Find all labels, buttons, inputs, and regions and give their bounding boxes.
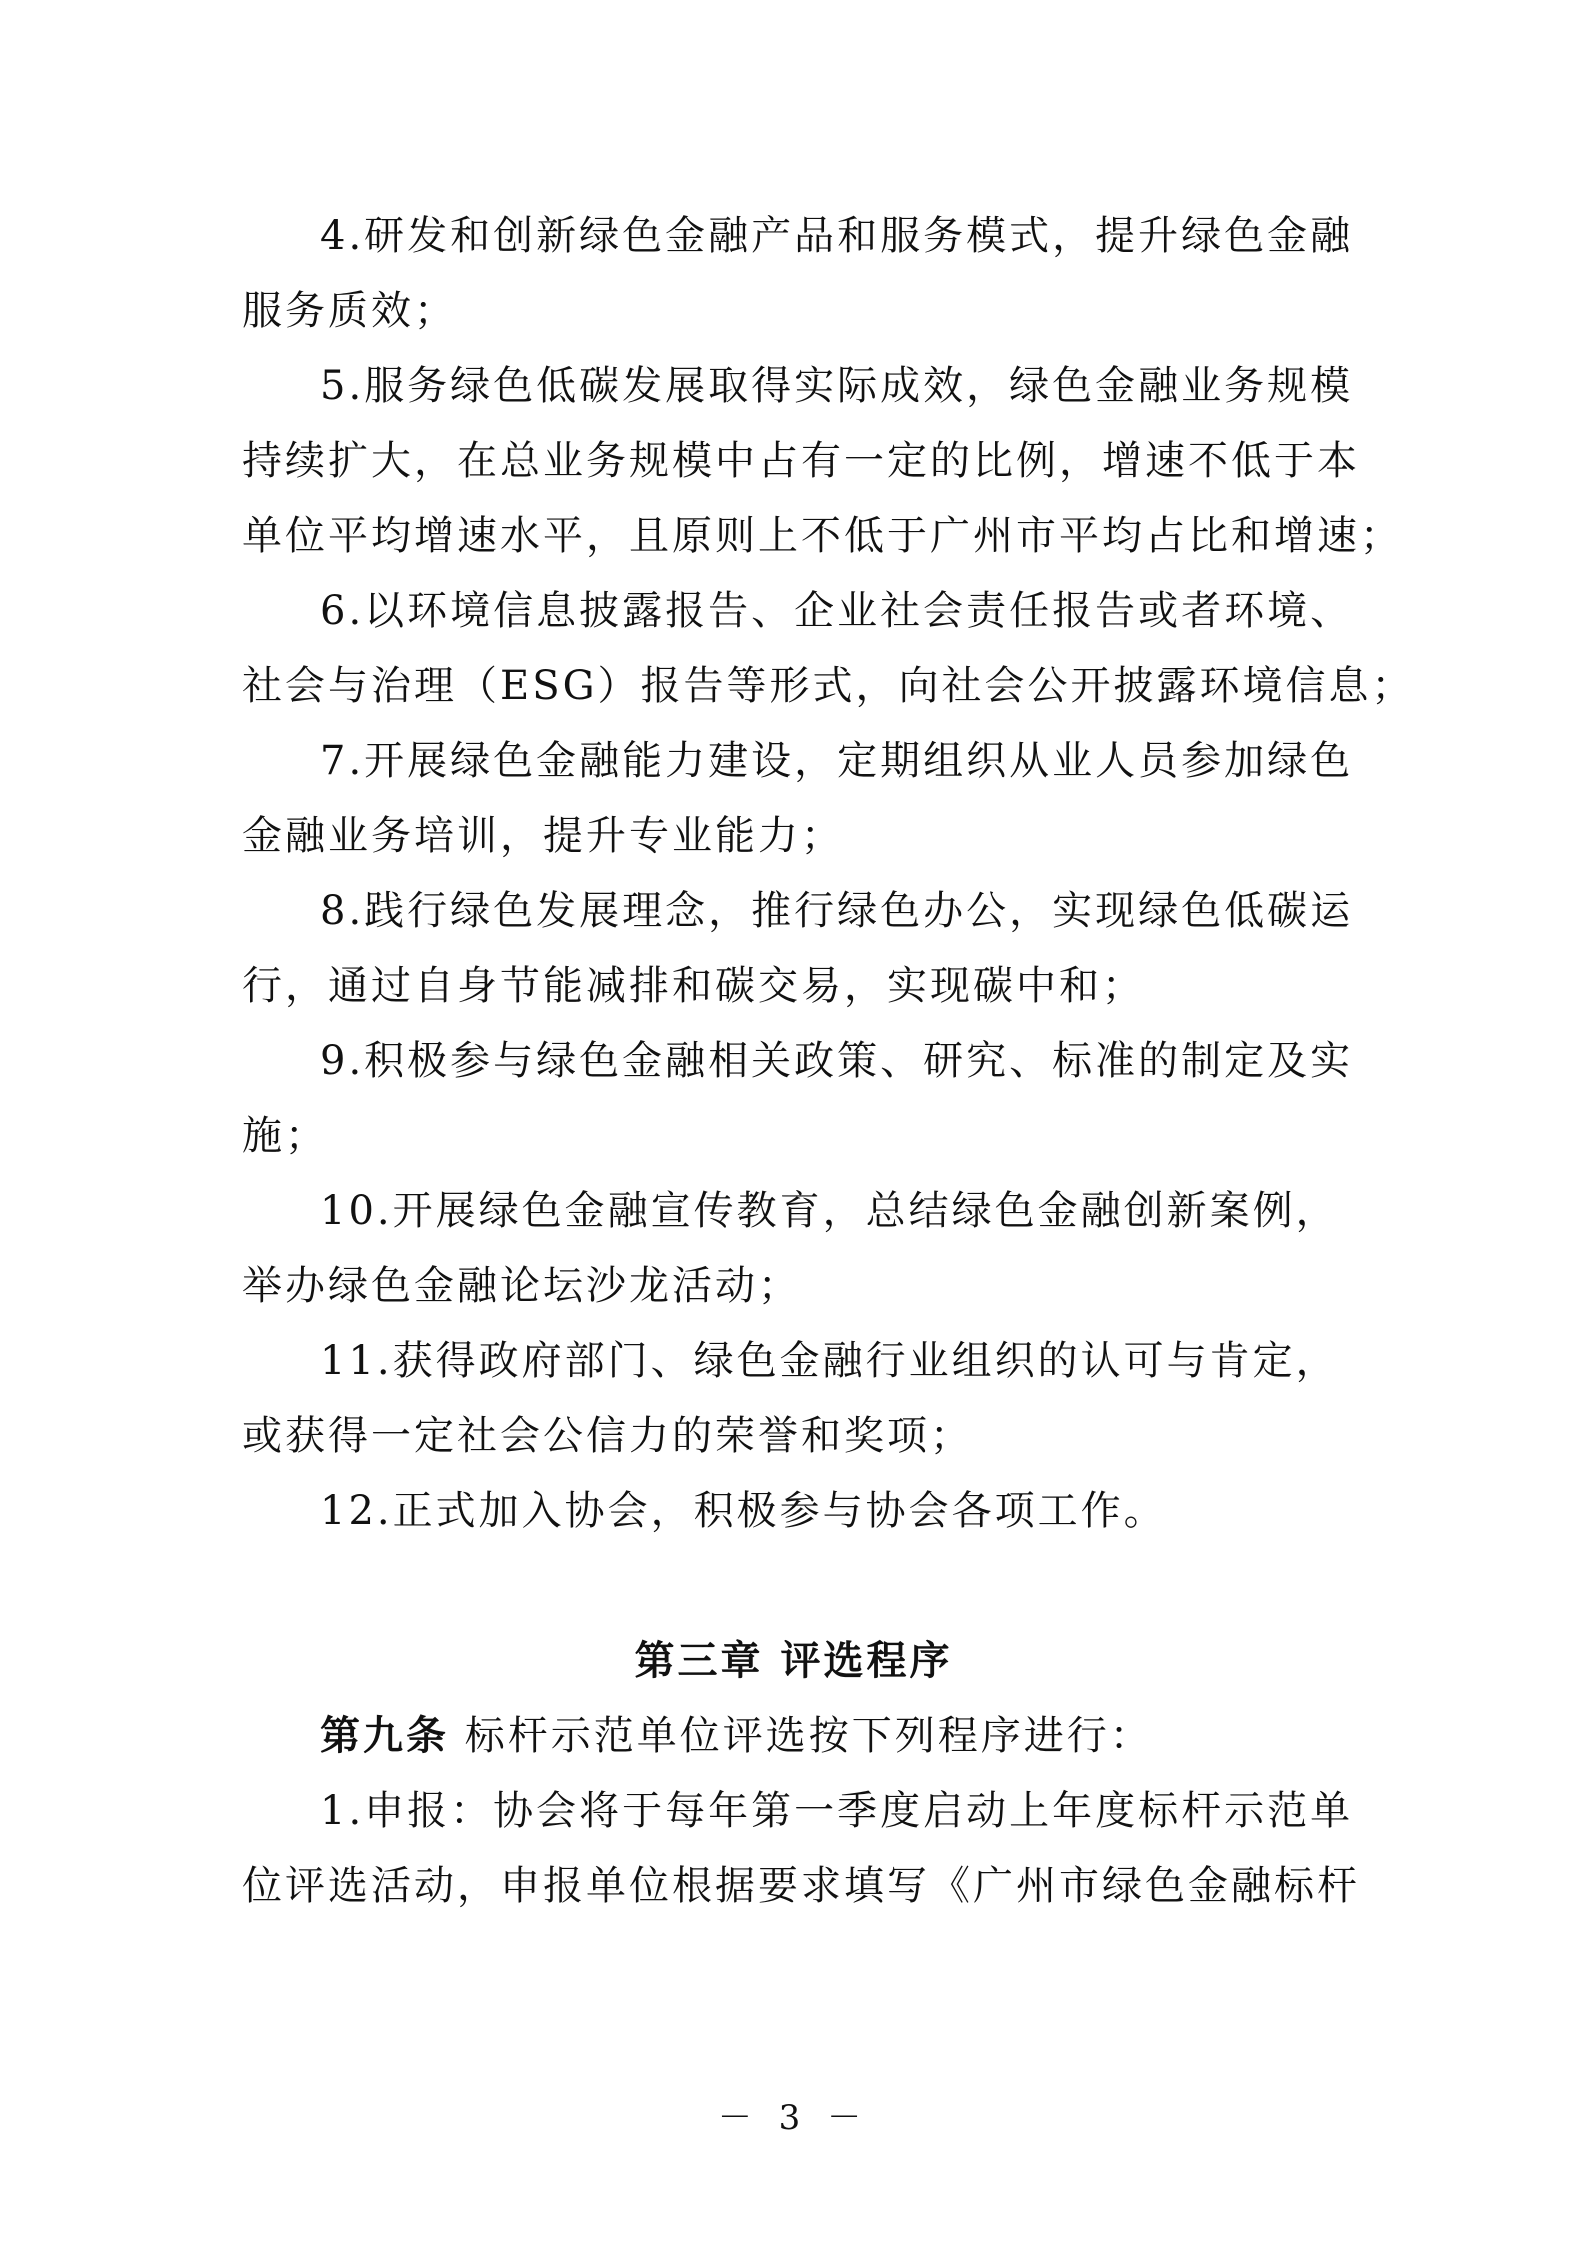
paragraph-line: 持续扩大，在总业务规模中占有一定的比例，增速不低于本 [242,438,1360,484]
article-label: 第九条 [320,1713,449,1759]
paragraph-line: 金融业务培训，提升专业能力； [242,813,844,859]
paragraph-line: 8.践行绿色发展理念，推行绿色办公，实现绿色低碳运 [320,888,1354,934]
paragraph-line: 10.开展绿色金融宣传教育，总结绿色金融创新案例， [320,1188,1339,1234]
page-number: － 3 － [717,2098,870,2138]
paragraph-line: 施； [242,1113,328,1159]
paragraph-line: 9.积极参与绿色金融相关政策、研究、标准的制定及实 [320,1038,1354,1084]
chapter-heading: 第三章 评选程序 [634,1638,953,1684]
paragraph-line: 单位平均增速水平，且原则上不低于广州市平均占比和增速； [242,513,1403,559]
paragraph-line: 7.开展绿色金融能力建设，定期组织从业人员参加绿色 [320,738,1354,784]
paragraph-line: 6.以环境信息披露报告、企业社会责任报告或者环境、 [320,588,1354,634]
paragraph-line: 位评选活动，申报单位根据要求填写《广州市绿色金融标杆 [242,1863,1360,1909]
article-text: 标杆示范单位评选按下列程序进行： [449,1713,1153,1759]
paragraph-line: 1.申报：协会将于每年第一季度启动上年度标杆示范单 [320,1788,1354,1834]
paragraph-line: 11.获得政府部门、绿色金融行业组织的认可与肯定， [320,1338,1339,1384]
paragraph-line: 服务质效； [242,288,457,334]
paragraph-line: 举办绿色金融论坛沙龙活动； [242,1263,801,1309]
paragraph-line: 5.服务绿色低碳发展取得实际成效，绿色金融业务规模 [320,363,1354,409]
article-paragraph [0,1712,1587,1760]
paragraph-line: 或获得一定社会公信力的荣誉和奖项； [242,1413,973,1459]
paragraph-line: 4.研发和创新绿色金融产品和服务模式，提升绿色金融 [320,213,1354,259]
paragraph-line: 12.正式加入协会，积极参与协会各项工作。 [320,1488,1167,1534]
paragraph-line: 行，通过自身节能减排和碳交易，实现碳中和； [242,963,1145,1009]
paragraph-line: 社会与治理（ESG）报告等形式，向社会公开披露环境信息； [242,663,1415,709]
